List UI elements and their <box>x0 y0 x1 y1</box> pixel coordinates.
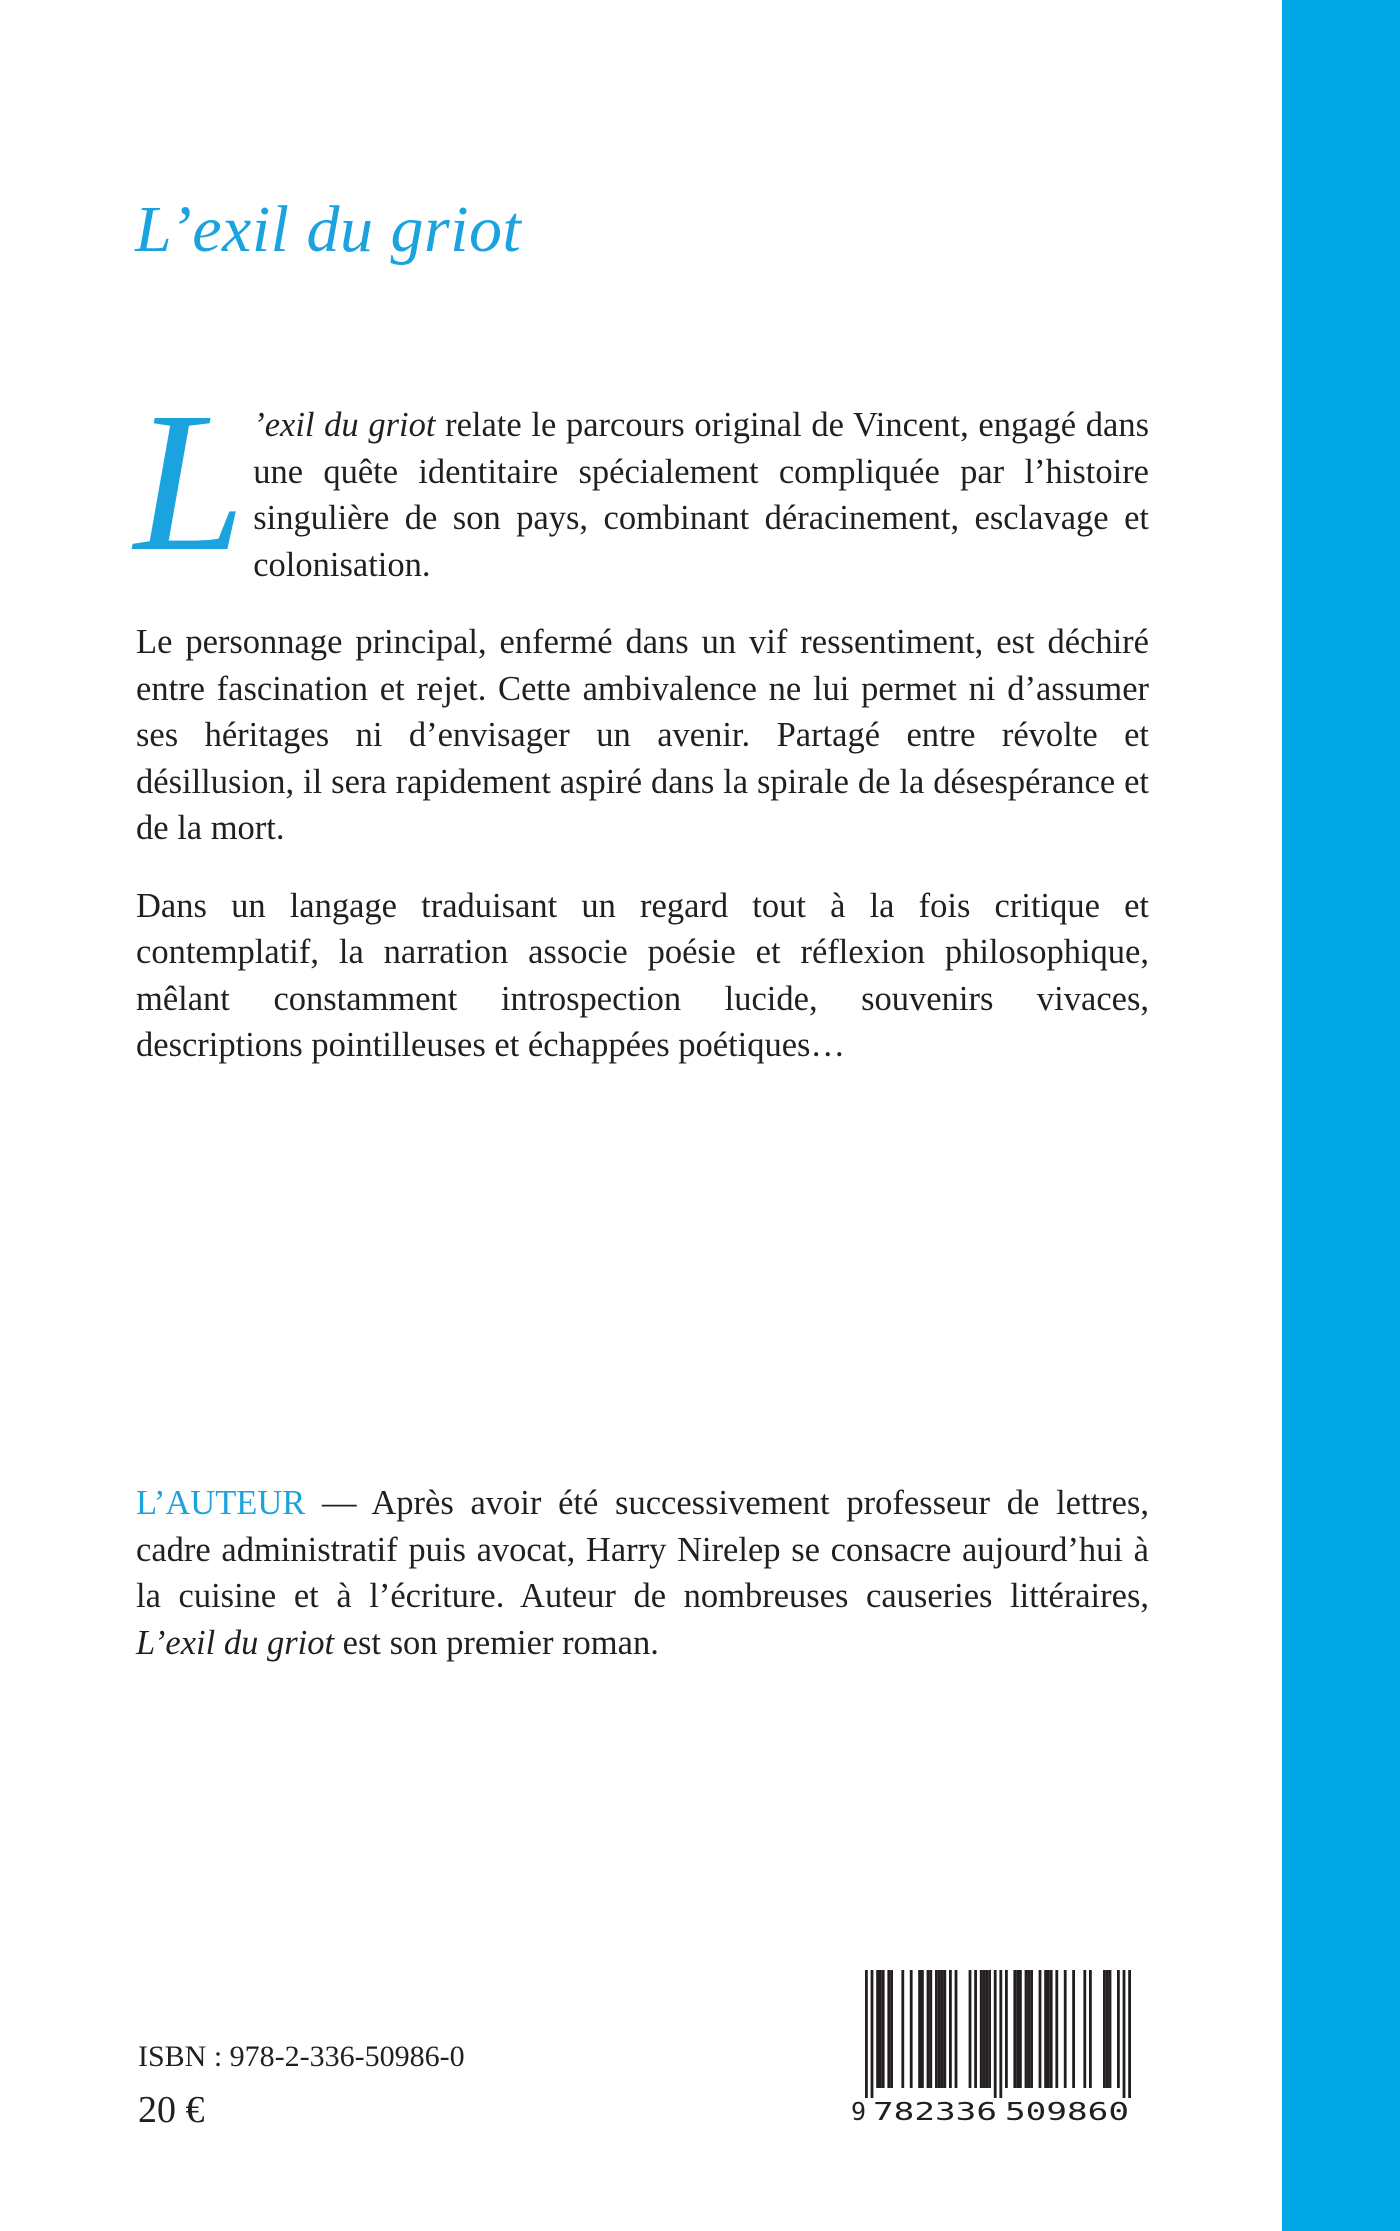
book-title: L’exil du griot <box>135 193 522 266</box>
barcode <box>849 1962 1141 2127</box>
author-bio-text-2: est son premier roman. <box>334 1623 659 1662</box>
barcode-bar <box>1013 1970 1016 2088</box>
barcode-bar <box>980 1970 983 2088</box>
barcode-bar <box>1128 1970 1131 2098</box>
barcode-bar <box>943 1970 946 2088</box>
spine-color-band <box>1282 0 1400 2231</box>
barcode-bar <box>1039 1970 1042 2088</box>
blurb-paragraph-1 <box>134 372 1149 593</box>
barcode-bar <box>999 1970 1002 2098</box>
isbn: ISBN : 978-2-336-50986-0 <box>138 2040 465 2073</box>
blurb <box>134 372 1149 1069</box>
barcode-bar <box>1103 1970 1106 2088</box>
barcode-bar <box>887 1970 890 2088</box>
barcode-bar <box>1025 1970 1028 2088</box>
barcode-bar <box>1044 1970 1047 2088</box>
blurb-paragraph-3: Dans un langage traduisant un regard tout à la fois critique et contemplatif, la narration associe poésie et réflexion philosophique, mêlant constamment introspection lucide, souvenirs vivaces, descriptions pointilleuses et échappées poétiques… <box>136 886 1149 1064</box>
barcode-first-digit: 9 <box>851 2097 867 2126</box>
barcode-bar <box>1083 1970 1086 2088</box>
barcode-bar <box>1030 1970 1033 2088</box>
barcode-bar <box>941 1970 944 2088</box>
barcode-bar <box>1027 1970 1030 2088</box>
barcode-bar <box>865 1970 868 2098</box>
barcode-bar <box>935 1970 938 2088</box>
barcode-bar <box>890 1970 893 2088</box>
barcode-bar <box>871 1970 874 2098</box>
barcode-bar <box>882 1970 885 2088</box>
author-label: L’AUTEUR <box>136 1484 306 1522</box>
barcode-bar <box>1106 1970 1109 2088</box>
barcode-bar <box>1016 1970 1019 2088</box>
barcode-bar <box>1123 1970 1126 2098</box>
blurb-title-reference: ’exil du griot <box>253 406 436 444</box>
barcode-left-digits: 782336 <box>873 2097 997 2126</box>
barcode-bar <box>1064 1970 1067 2088</box>
barcode-bar <box>1055 1970 1058 2088</box>
barcode-bar <box>910 1970 913 2088</box>
blurb-paragraph-2: Le personnage principal, enfermé dans un vif ressentiment, est déchiré entre fascination et rejet. Cette ambivalence ne lui permet ni d’assumer ses héritages ni d’envisager un avenir. Partagé entre révolte et désillusion, il sera rapidement aspiré dans la spirale de la désespérance et de la mort. <box>136 623 1149 847</box>
barcode-bar <box>1005 1970 1008 2088</box>
barcode-bar <box>969 1970 972 2088</box>
barcode-bar <box>938 1970 941 2088</box>
barcode-bar <box>974 1970 977 2088</box>
barcode-bar <box>921 1970 924 2088</box>
blurb-paragraph-1-text: relate le parcours original de Vincent, engagé dans une quête identitaire spécialement compliquée par l’histoire singulière de son pays, combinant déracinement, esclavage et colonisation. <box>253 406 1149 584</box>
barcode-bar <box>985 1970 988 2088</box>
barcode-bar <box>1072 1970 1075 2088</box>
barcode-bar <box>901 1970 904 2088</box>
barcode-bar <box>1050 1970 1053 2088</box>
barcode-bar <box>1089 1970 1092 2088</box>
author-bio-book-title: L’exil du griot <box>136 1623 335 1662</box>
barcode-bar <box>1047 1970 1050 2088</box>
price: 20 € <box>138 2089 205 2131</box>
barcode-bar <box>988 1970 991 2088</box>
barcode-bar <box>927 1970 930 2088</box>
barcode-bar <box>1109 1970 1112 2088</box>
barcode-bar <box>876 1970 879 2088</box>
barcode-bar <box>1019 1970 1022 2088</box>
barcode-bar <box>994 1970 997 2098</box>
barcode-bar <box>929 1970 932 2088</box>
barcode-bar <box>949 1970 952 2088</box>
barcode-bar <box>983 1970 986 2088</box>
barcode-right-digits: 509860 <box>1005 2097 1129 2126</box>
author-bio <box>136 1480 1149 1666</box>
barcode-bar <box>879 1970 882 2088</box>
author-bio-text-1: — Après avoir été successivement professeur de lettres, cadre administratif puis avocat, Harry Nirelep se consacre aujourd’hui à la cuisine et à l’écriture. Auteur de nombreuses causeries littéraires, <box>136 1484 1149 1615</box>
barcode-bar <box>918 1970 921 2088</box>
barcode-bar <box>955 1970 958 2088</box>
drop-cap: L <box>134 372 246 593</box>
barcode-bar <box>1117 1970 1120 2088</box>
